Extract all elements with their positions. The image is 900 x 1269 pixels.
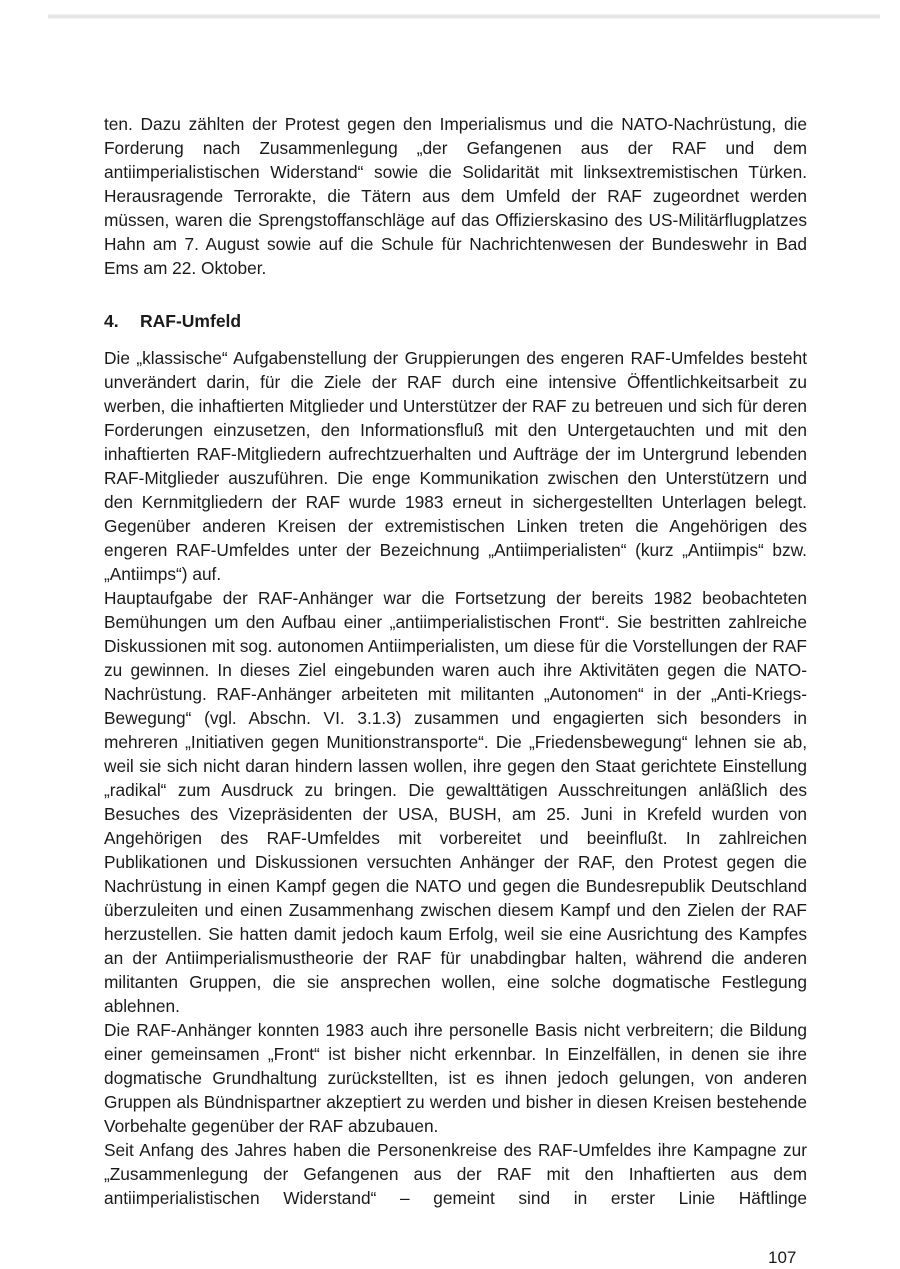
body-paragraph-4: Seit Anfang des Jahres haben die Personenkreise des RAF-Umfeldes ihre Kampagne zur „Zusammenlegung der Gefangenen aus der RAF mit den Inhaftierten aus dem antiimperialistischen Widerstand“ – gemeint sind in erster Linie Häftlinge <box>104 1140 807 1208</box>
scan-top-border <box>48 14 880 19</box>
section-heading <box>104 309 241 333</box>
section-title: RAF-Umfeld <box>140 311 242 331</box>
body-paragraph-3: Die RAF-Anhänger konnten 1983 auch ihre personelle Basis nicht verbreitern; die Bildung einer gemeinsamen „Front“ ist bisher nicht erkennbar. In Einzelfällen, in denen sie ihre dogmatische Grundhaltung zurückstellten, ist es ihnen jedoch gelungen, von anderen Gruppen als Bündnispartner akzeptiert zu werden und bisher in diesen Kreisen bestehende Vorbehalte gegenüber der RAF abzubauen. <box>104 1020 807 1136</box>
body-paragraph-1: Die „klassische“ Aufgabenstellung der Gruppierungen des engeren RAF-Umfeldes besteht unverändert darin, für die Ziele der RAF durch eine intensive Öffentlichkeitsarbeit zu werben, die inhaftierten Mitglieder und Unterstützer der RAF zu betreuen und sich für deren Forderungen einzusetzen, den Informationsfluß mit den Untergetauchten und mit den inhaftierten RAF-Mitgliedern aufrechtzuerhalten und Aufträge der im Untergrund lebenden RAF-Mitglieder auszuführen. Die enge Kommunikation zwischen den Unterstützern und den Kernmitgliedern der RAF wurde 1983 erneut in sichergestellten Unterlagen belegt. Gegenüber anderen Kreisen der extremistischen Linken treten die Angehörigen des engeren RAF-Umfeldes unter der Bezeichnung „Antiimperialisten“ (kurz „Antiimpis“ bzw. „Antiimps“) auf. <box>104 348 807 584</box>
body-paragraph-2: Hauptaufgabe der RAF-Anhänger war die Fortsetzung der bereits 1982 beobachteten Bemühungen um den Aufbau einer „antiimperialistischen Front“. Sie bestritten zahlreiche Diskussionen mit sog. autonomen Antiimperialisten, um diese für die Vorstellungen der RAF zu gewinnen. In dieses Ziel eingebunden waren auch ihre Aktivitäten gegen die NATO-Nachrüstung. RAF-Anhänger arbeiteten mit militanten „Autonomen“ in der „Anti-Kriegs-Bewegung“ (vgl. Abschn. VI. 3.1.3) zusammen und engagierten sich besonders in mehreren „Initiativen gegen Munitionstransporte“. Die „Friedensbewegung“ lehnen sie ab, weil sie sich nicht daran hindern lassen wollen, ihre gegen den Staat gerichtete Einstellung „radikal“ zum Ausdruck zu bringen. Die gewalttätigen Ausschreitungen anläßlich des Besuches des Vizepräsidenten der USA, BUSH, am 25. Juni in Krefeld wurden von Angehörigen des RAF-Umfeldes mit vorbereitet und beeinflußt. In zahlreichen Publikationen und Diskussionen versuchten Anhänger der RAF, den Protest gegen die Nachrüstung in einen Kampf gegen die NATO und gegen die Bundesrepublik Deutschland überzuleiten und einen Zusammenhang zwischen diesem Kampf und den Zielen der RAF herzustellen. Sie hatten damit jedoch kaum Erfolg, weil sie eine Ausrichtung des Kampfes an der Antiimperialismustheorie der RAF für unabdingbar halten, während die anderen militanten Gruppen, die sie ansprechen wollen, eine solche dogmatische Festlegung ablehnen. <box>104 588 807 1016</box>
intro-text-block <box>104 112 807 280</box>
section-body <box>104 346 807 1210</box>
page-number: 107 <box>768 1248 797 1267</box>
section-number: 4. <box>104 311 119 331</box>
intro-paragraph: ten. Dazu zählten der Protest gegen den Imperialismus und die NATO-Nachrüstung, die Forderung nach Zusammenlegung „der Gefangenen aus der RAF und dem antiimperialistischen Widerstand“ sowie die Solidarität mit linksextremistischen Türken. Herausragende Terrorakte, die Tätern aus dem Umfeld der RAF zugeordnet werden müssen, waren die Sprengstoffanschläge auf das Offizierskasino des US-Militärflugplatzes Hahn am 7. August sowie auf die Schule für Nachrichtenwesen der Bundeswehr in Bad Ems am 22. Oktober. <box>104 114 807 278</box>
